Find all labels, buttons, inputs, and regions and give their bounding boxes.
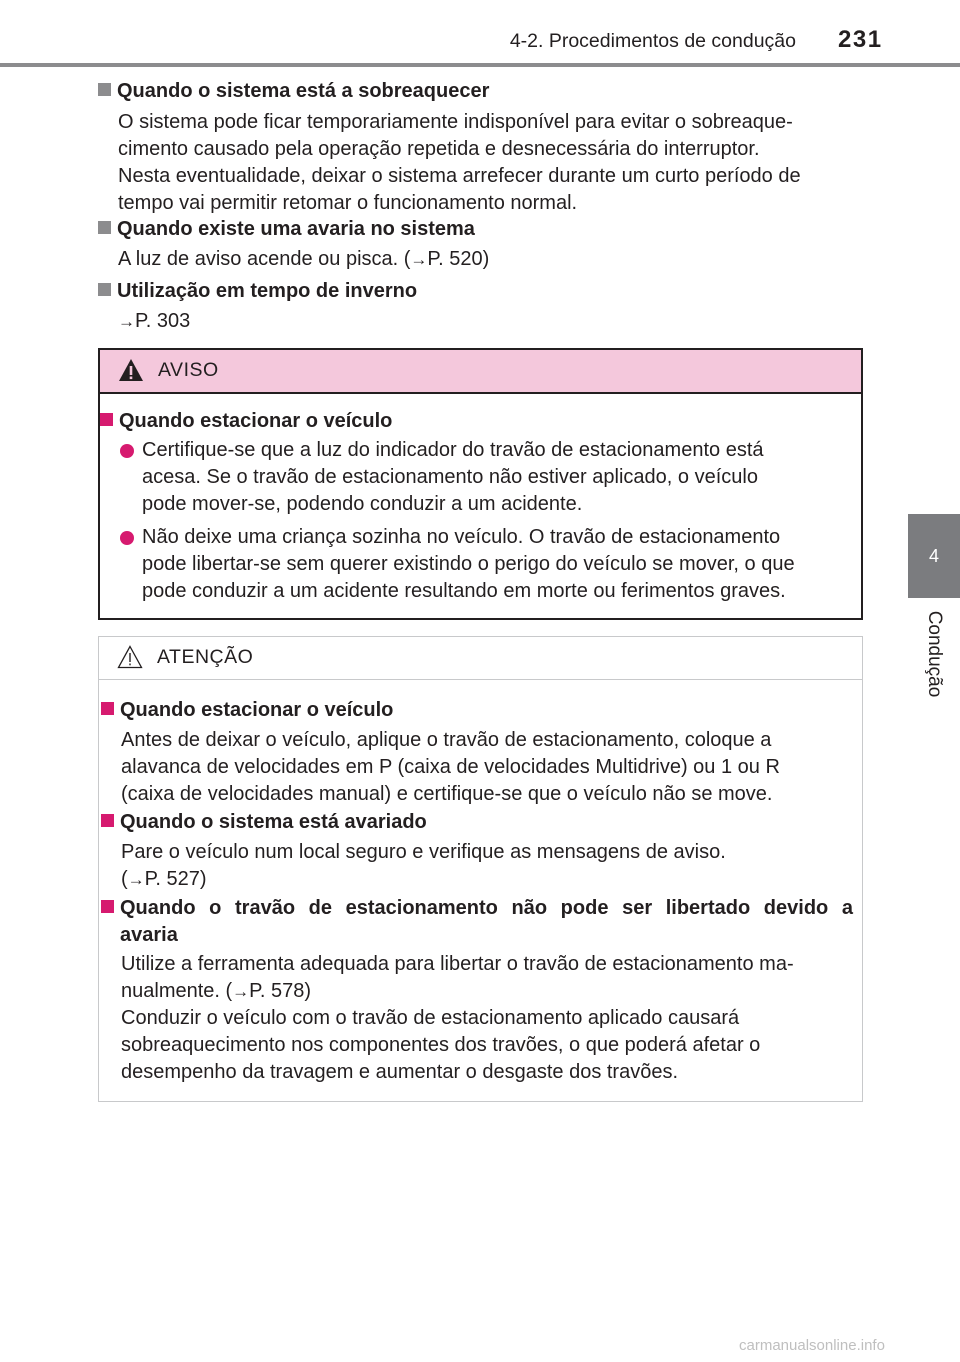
header-divider — [0, 63, 960, 67]
caution-box — [98, 636, 863, 1102]
arrow-right-icon: → — [118, 312, 135, 331]
warning-box — [98, 348, 863, 620]
arrow-right-icon: → — [410, 250, 428, 269]
square-bullet-icon — [101, 702, 114, 715]
page-reference-link[interactable]: P. 303 — [135, 310, 191, 332]
page-reference-link[interactable]: P. 578) — [249, 980, 312, 1002]
chapter-tab-label — [908, 598, 960, 718]
chapter-number: 4 — [928, 545, 939, 566]
section-title: 4-2. Procedimentos de condução — [509, 30, 796, 52]
caution-heading-release: Quando o travão de estacionamento não pode ser libertado devido a avaria — [101, 895, 853, 949]
square-bullet-icon — [101, 814, 114, 827]
chapter-tab-number — [908, 514, 960, 598]
warning-triangle-icon — [118, 358, 144, 382]
square-bullet-icon — [98, 83, 111, 96]
item-text-overheat: O sistema pode ficar temporariamente indisponível para evitar o sobreaque- cimento causado pela operação repetida e desnecessária do interruptor. Nesta eventualidade, deixar o sistema arrefecer durante um curto período de tempo vai permitir retomar o funcionamento normal. — [118, 111, 801, 214]
item-text-winter — [118, 308, 855, 335]
warning-bullet-1: Certifique-se que a luz do indicador do travão de estacionamento está acesa. Se o travão de estacionamento não estiver aplicado, o veículo pode mover-se, podendo conduzir a um acidente. — [142, 439, 764, 515]
warning-bullet-2: Não deixe uma criança sozinha no veículo. O travão de estacionamento pode libertar-se sem querer existindo o perigo do veículo se mover, o que pode conduzir a um acidente resultando em morte ou ferimentos graves. — [142, 526, 795, 602]
arrow-right-icon: → — [127, 870, 145, 889]
watermark: carmanualsonline.info — [739, 1337, 885, 1354]
caution-text-fault: Pare o veículo num local seguro e verifique as mensagens de aviso. (→P. 527) — [121, 841, 726, 890]
square-bullet-icon — [100, 413, 113, 426]
caution-heading-parking: Quando estacionar o veículo — [101, 699, 393, 722]
caution-box-title-bar — [99, 637, 862, 680]
warning-box-title: AVISO — [158, 359, 219, 381]
caution-heading-fault: Quando o sistema está avariado — [101, 811, 427, 834]
caution-box-title: ATENÇÃO — [157, 646, 254, 668]
arrow-right-icon: → — [232, 982, 250, 1001]
warning-box-title-bar — [100, 350, 861, 394]
item-heading-malfunction: Quando existe uma avaria no sistema — [98, 218, 475, 241]
square-bullet-icon — [98, 283, 111, 296]
chapter-label: Condução — [924, 610, 945, 698]
caution-triangle-icon — [117, 645, 143, 669]
caution-text-parking: Antes de deixar o veículo, aplique o travão de estacionamento, coloque a alavanca de velocidades em P (caixa de velocidades Multidrive) ou 1 ou R (caixa de velocidades manual) e certifique-se que o veículo não se move. — [121, 729, 780, 805]
page-header — [0, 0, 960, 62]
circle-bullet-icon — [120, 444, 134, 463]
square-bullet-icon — [101, 900, 114, 913]
warning-heading: Quando estacionar o veículo — [100, 410, 392, 433]
caution-text-release: Utilize a ferramenta adequada para libertar o travão de estacionamento ma- nualmente. (→P. 578) Conduzir o veículo com o travão de estacionamento aplicado causará sobreaquecimento nos componentes dos travões, o que poderá afetar o desempenho da travagem e aumentar o desgaste dos travões. — [121, 953, 794, 1083]
page-number: 231 — [838, 26, 883, 53]
item-heading-overheat: Quando o sistema está a sobreaquecer — [98, 80, 489, 103]
page-reference-link[interactable]: P. 527) — [144, 868, 207, 890]
page-reference-link[interactable]: P. 520) — [427, 248, 490, 270]
square-bullet-icon — [98, 221, 111, 234]
item-text-malfunction: A luz de aviso acende ou pisca. (→P. 520) — [118, 248, 490, 270]
item-heading-winter: Utilização em tempo de inverno — [98, 280, 417, 303]
circle-bullet-icon — [120, 531, 134, 550]
